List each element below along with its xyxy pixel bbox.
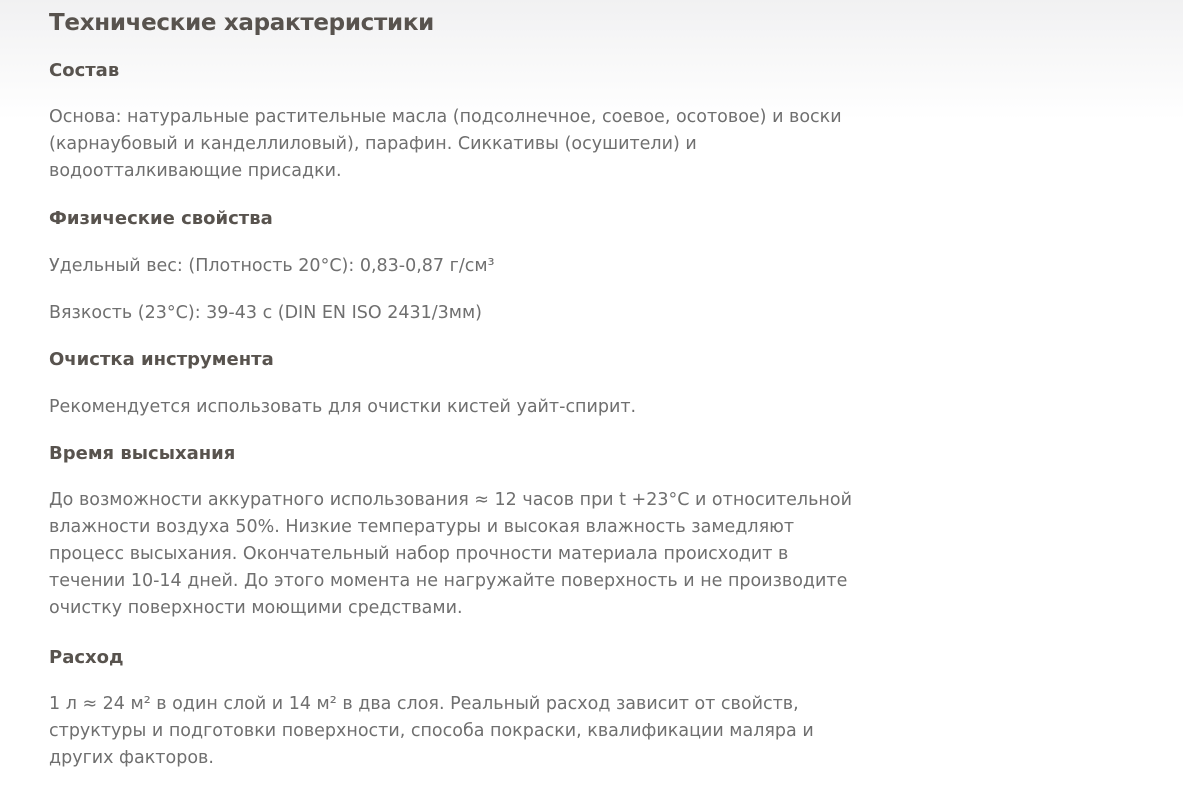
consumption-line: структуры и подготовки поверхности, способа покраски, квалификации маляра и: [49, 721, 814, 741]
consumption-line: других факторов.: [49, 748, 214, 768]
viscosity-text: [49, 300, 482, 327]
drying-heading: Время высыхания: [49, 443, 236, 464]
viscosity-line: Вязкость (23°С): 39-43 с (DIN EN ISO 2431/3мм): [49, 303, 482, 323]
composition-line: Основа: натуральные растительные масла (подсолнечное, соевое, осотовое) и воски: [49, 107, 842, 127]
composition-heading: Состав: [49, 60, 120, 81]
density-line: Удельный вес: (Плотность 20°С): 0,83-0,87 г/см³: [49, 256, 495, 276]
consumption-heading: Расход: [49, 647, 124, 668]
composition-text: [49, 104, 842, 185]
drying-line: течении 10-14 дней. До этого момента не нагружайте поверхность и не производите: [49, 571, 848, 591]
density-text: [49, 253, 495, 280]
drying-line: До возможности аккуратного использования ≈ 12 часов при t +23°С и относительной: [49, 490, 852, 510]
consumption-line: 1 л ≈ 24 м² в один слой и 14 м² в два слоя. Реальный расход зависит от свойств,: [49, 694, 799, 714]
drying-text: [49, 487, 852, 622]
composition-line: (карнаубовый и канделлиловый), парафин. Сиккативы (осушители) и: [49, 134, 697, 154]
consumption-text: [49, 691, 814, 772]
cleaning-heading: Очистка инструмента: [49, 349, 274, 370]
drying-line: влажности воздуха 50%. Низкие температуры и высокая влажность замедляют: [49, 517, 795, 537]
physical-heading: Физические свойства: [49, 208, 273, 229]
drying-line: очистку поверхности моющими средствами.: [49, 598, 463, 618]
drying-line: процесс высыхания. Окончательный набор прочности материала происходит в: [49, 544, 789, 564]
cleaning-text: [49, 394, 636, 421]
page-title: Технические характеристики: [49, 10, 434, 36]
composition-line: водоотталкивающие присадки.: [49, 161, 342, 181]
cleaning-line: Рекомендуется использовать для очистки кистей уайт-спирит.: [49, 397, 637, 417]
